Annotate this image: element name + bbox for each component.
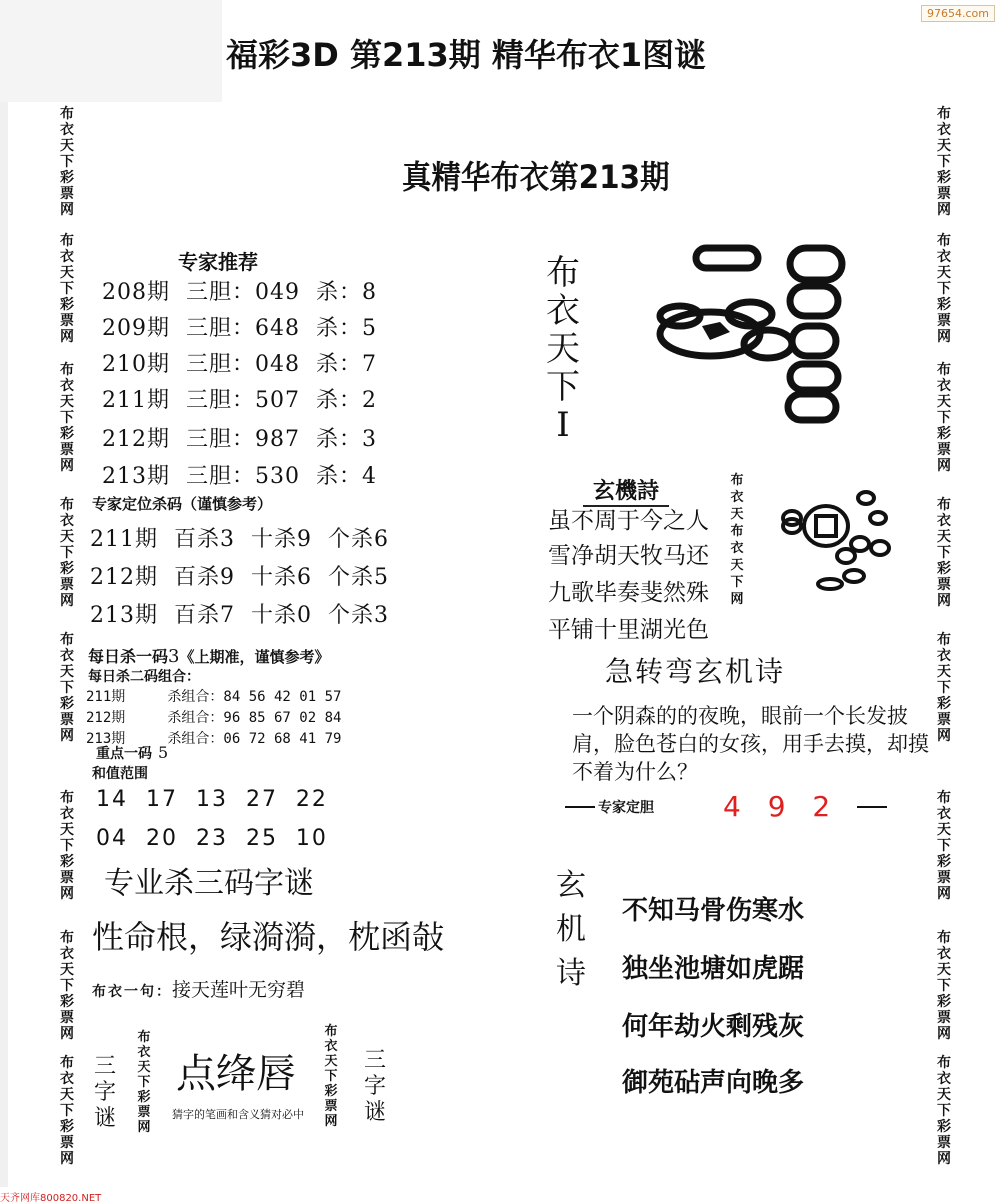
coin-small bbox=[871, 541, 889, 555]
coin-small bbox=[851, 537, 869, 551]
sanzi-hint: 猜字的笔画和含义猜对必中 bbox=[172, 1108, 304, 1121]
riddle-text: 性命根，绿漪漪，枕函敧 bbox=[92, 918, 445, 956]
sum-range-row: 04 20 23 25 10 bbox=[96, 826, 328, 851]
daily-kill-subheading: 每日杀二码组合： bbox=[88, 669, 200, 685]
xuanji-poem-line: 虽不周于今之人 bbox=[548, 508, 709, 534]
side-label-right-3: 布衣天下彩票网 bbox=[937, 362, 951, 474]
daily-kill-row: 211期 杀组合：84 56 42 01 57 bbox=[86, 689, 342, 705]
side-label-left-8: 布衣天下彩票网 bbox=[60, 1055, 74, 1167]
site-watermark[interactable]: 97654.com bbox=[921, 5, 995, 22]
xuanji-poem-line: 平铺十里湖光色 bbox=[548, 617, 709, 643]
coin-small bbox=[844, 570, 864, 582]
position-kill-heading: 专家定位杀码（谨慎参考） bbox=[92, 495, 273, 513]
position-kill-row: 211期 百杀3 十杀9 个杀6 bbox=[90, 527, 389, 552]
buyi-text: 接天莲叶无穷碧 bbox=[172, 979, 306, 1001]
expert-row: 209期 三胆：648 杀：5 bbox=[102, 316, 377, 341]
key-number-value: 5 bbox=[158, 743, 169, 762]
key-number bbox=[96, 743, 168, 763]
sanzi-label-left: 三字谜 bbox=[93, 1054, 116, 1131]
sum-range-row: 14 17 13 27 22 bbox=[96, 787, 328, 812]
page-title: 福彩3D 第213期 精华布衣1图谜 bbox=[226, 36, 707, 74]
xuanji-shi-line: 不知马骨伤寒水 bbox=[622, 896, 805, 926]
coin-shape bbox=[804, 506, 848, 546]
pill-shape bbox=[696, 248, 758, 268]
sanzi-side-label-right: 布衣天下彩票网 bbox=[324, 1024, 338, 1129]
xuanji-shi-line: 独坐池塘如虎踞 bbox=[622, 954, 805, 984]
xuanji-shi-label: 玄机诗 bbox=[556, 868, 586, 991]
expert-dan-value: 4 9 2 bbox=[723, 790, 840, 823]
star-mark bbox=[702, 322, 730, 340]
daily-kill-note: 《上期准，谨慎参考》 bbox=[179, 648, 330, 666]
position-kill-row: 212期 百杀9 十杀6 个杀5 bbox=[90, 565, 389, 590]
daily-kill-label: 每日杀一码 bbox=[88, 647, 169, 666]
side-label-right-1: 布衣天下彩票网 bbox=[937, 106, 951, 218]
side-label-right-6: 布衣天下彩票网 bbox=[937, 790, 951, 902]
footer-watermark[interactable]: 天齐网库800820.NET bbox=[0, 1193, 102, 1204]
side-label-right-5: 布衣天下彩票网 bbox=[937, 632, 951, 744]
pill-shape bbox=[790, 364, 838, 390]
side-label-left-2: 布衣天下彩票网 bbox=[60, 233, 74, 345]
daily-kill-heading bbox=[88, 644, 329, 667]
riddle-heading: 专业杀三码字谜 bbox=[104, 866, 314, 901]
expert-row: 213期 三胆：530 杀：4 bbox=[102, 464, 377, 489]
coin-small bbox=[870, 512, 886, 524]
expert-heading: 专家推荐 bbox=[178, 250, 258, 274]
divider-left bbox=[565, 806, 595, 808]
frame-corner bbox=[0, 0, 222, 102]
coin-hole bbox=[816, 516, 836, 536]
expert-row: 212期 三胆：987 杀：3 bbox=[102, 427, 377, 452]
expert-dan-label: 专家定胆 bbox=[598, 800, 654, 816]
daily-kill-row: 213期 杀组合：06 72 68 41 79 bbox=[86, 731, 342, 747]
expert-row: 210期 三胆：048 杀：7 bbox=[102, 352, 377, 377]
side-label-right-7: 布衣天下彩票网 bbox=[937, 930, 951, 1042]
xuanji-poem-title: 玄機詩 bbox=[583, 474, 669, 507]
coin-small bbox=[818, 579, 842, 589]
xuanji-shi-line: 何年劫火剩残灰 bbox=[622, 1012, 805, 1042]
daily-kill-value: 3 bbox=[168, 646, 180, 667]
buyi-tianxia-big: 布衣天下I bbox=[546, 253, 580, 445]
pill-shape bbox=[792, 326, 836, 356]
coins-image bbox=[778, 486, 898, 594]
xuanji-poem-line: 雪净胡天牧马还 bbox=[548, 543, 709, 569]
side-label-left-5: 布衣天下彩票网 bbox=[60, 632, 74, 744]
side-label-right-4: 布衣天下彩票网 bbox=[937, 497, 951, 609]
expert-row: 211期 三胆：507 杀：2 bbox=[102, 388, 377, 413]
side-label-left-7: 布衣天下彩票网 bbox=[60, 930, 74, 1042]
buyi-label: 布衣一句： bbox=[92, 984, 172, 1000]
coin-small bbox=[837, 549, 855, 563]
urgent-riddle-text: 一个阴森的的夜晚，眼前一个长发披肩，脸色苍白的女孩，用手去摸，却摸不着为什么？ bbox=[572, 704, 929, 784]
xuanji-poem-line: 九歌毕奏斐然殊 bbox=[548, 580, 709, 606]
side-label-left-3: 布衣天下彩票网 bbox=[60, 362, 74, 474]
sanzi-answer: 点绛唇 bbox=[176, 1051, 296, 1097]
sanzi-side-label-left: 布衣天下彩票网 bbox=[137, 1030, 151, 1135]
expert-row: 208期 三胆：049 杀：8 bbox=[102, 280, 377, 305]
left-border-bar bbox=[0, 102, 8, 1187]
coin-small bbox=[858, 492, 874, 504]
sum-range-label: 和值范围 bbox=[92, 766, 148, 782]
key-number-label: 重点一码 bbox=[96, 746, 152, 762]
side-label-right-8: 布衣天下彩票网 bbox=[937, 1055, 951, 1167]
divider-right bbox=[857, 806, 887, 808]
position-kill-row: 213期 百杀7 十杀0 个杀3 bbox=[90, 603, 389, 628]
main-title: 真精华布衣第213期 bbox=[402, 158, 670, 196]
buyi-line bbox=[92, 975, 305, 1002]
daily-kill-row: 212期 杀组合：96 85 67 02 84 bbox=[86, 710, 342, 726]
sanzi-label-right: 三字谜 bbox=[363, 1048, 386, 1125]
side-label-left-1: 布衣天下彩票网 bbox=[60, 106, 74, 218]
picture-riddle-image bbox=[640, 236, 870, 426]
side-label-right-2: 布衣天下彩票网 bbox=[937, 233, 951, 345]
xuanji-side-label: 布衣天布衣天下网 bbox=[730, 473, 744, 607]
side-label-left-6: 布衣天下彩票网 bbox=[60, 790, 74, 902]
pill-shape bbox=[790, 248, 842, 280]
pill-shape bbox=[790, 286, 838, 316]
xuanji-shi-line: 御苑砧声向晚多 bbox=[622, 1068, 805, 1098]
pill-shape bbox=[788, 394, 836, 420]
urgent-riddle-title: 急转弯玄机诗 bbox=[605, 655, 786, 688]
side-label-left-4: 布衣天下彩票网 bbox=[60, 497, 74, 609]
